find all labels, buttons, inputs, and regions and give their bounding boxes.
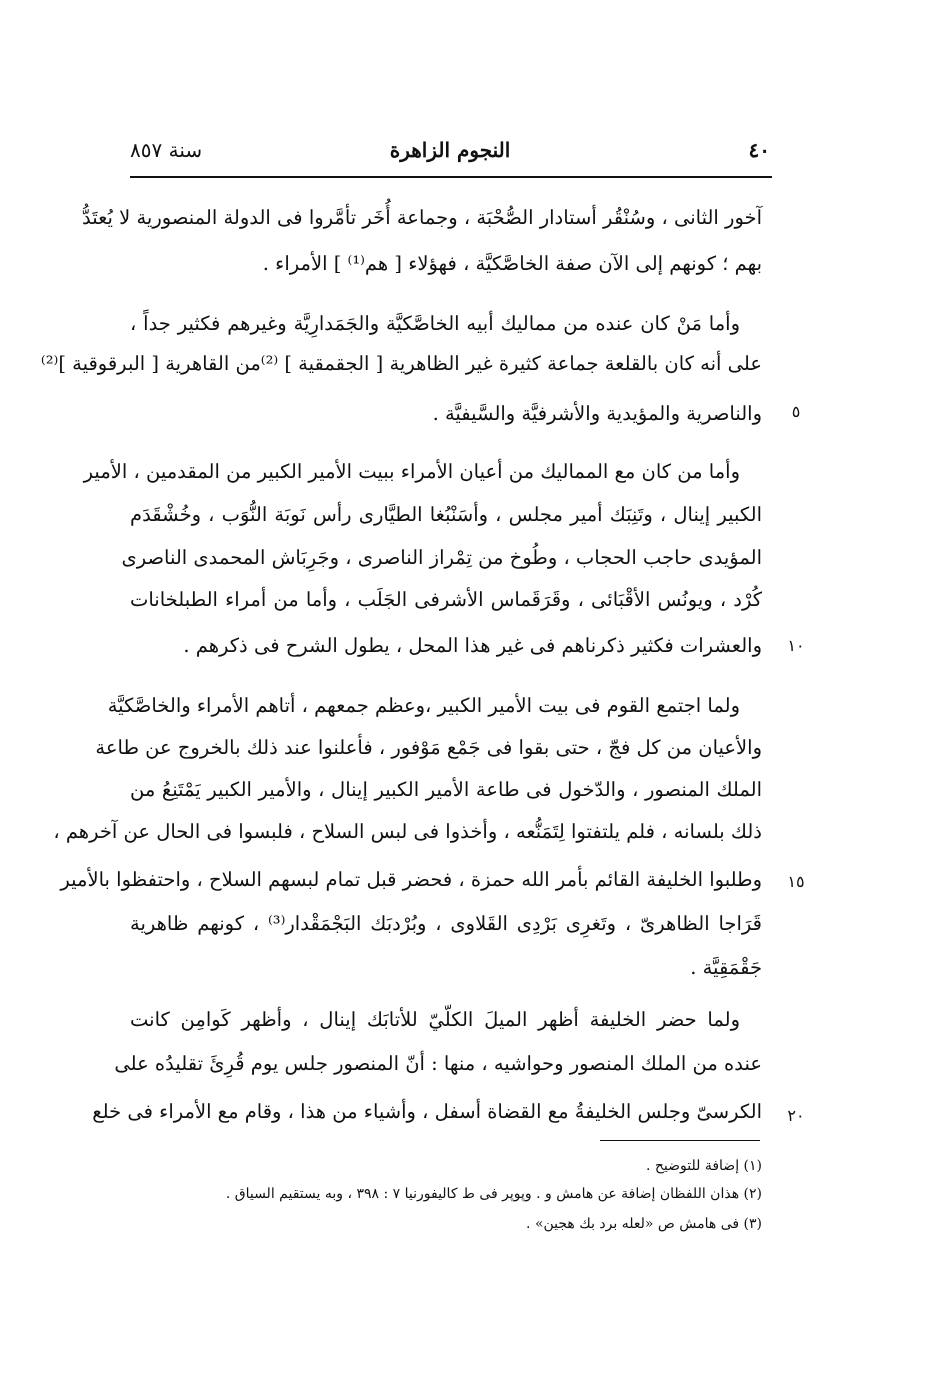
text-line: الكبير إينال ، وتَنِبَك أمير مجلس ، وأسَنْبُغا الطيَّارى رأس نَوبَة النُّوَب ، وخُشْقَدَم <box>130 503 762 526</box>
running-header <box>130 138 770 168</box>
page-number: ٤٠ <box>748 138 770 162</box>
text-line: ولما حضر الخليفة أظهر الميلَ الكلّيّ للأتابَك إينال ، وأظهر كَوامِن كانت <box>130 1008 740 1031</box>
footnote: (١) إضافة للتوضيح . <box>645 1158 762 1174</box>
text-line: وطلبوا الخليفة القائم بأمر الله حمزة ، فحضر قبل تمام لبسهم السلاح ، واحتفظوا بالأمير <box>60 868 762 891</box>
text-line: عنده من الملك المنصور وحواشيه ، منها : أنّ المنصور جلس يوم قُرِئَ تقليدُه على <box>114 1052 762 1075</box>
footnote: (٢) هذان اللفظان إضافة عن هامش و . وپوپر فى ط كاليفورنيا ٧ : ٣٩٨ ، وبه يستقيم السياق . <box>225 1186 762 1202</box>
line-number: ١٥ <box>787 872 805 891</box>
line-number: ٢٠ <box>787 1106 805 1125</box>
line-number: ٥ <box>791 402 801 421</box>
text-line: الملك المنصور ، والدّخول فى طاعة الأمير الكبير إينال ، والأمير الكبير يَمْتَنِعُ من <box>130 778 762 801</box>
text-line: ذلك بلسانه ، فلم يلتفتوا لِتَمَنُّعه ، وأخذوا فى لبس السلاح ، فلبسوا فى الحال عن آخرهم ، <box>53 820 762 843</box>
footnote-rule <box>600 1140 760 1141</box>
book-title: النجوم الزاهرة <box>389 138 511 162</box>
year-label: سنة ٨٥٧ <box>130 138 203 162</box>
text-line: قَرَاجا الظاهرىّ ، وتَغرِى بَرْدِى القَلاوى ، وبُرْدبَك البَجْمَقْدار⁽³⁾ ، كونهم ظاهرية <box>130 912 762 935</box>
text-line: بهم ؛ كونهم إلى الآن صفة الخاصَّكيَّة ، فهؤلاء [ هم⁽¹⁾ ] الأمراء . <box>262 252 762 275</box>
text-line: جَقْمَقِيَّة . <box>690 956 762 979</box>
footnote: (٣) فى هامش ص «لعله برد بك هجين» . <box>526 1216 762 1232</box>
text-line: كُرْد ، ويونُس الأقْبَائى ، وقَرَقَماس الأشرفى الجَلَب ، وأما من أمراء الطبلخانات <box>130 588 762 611</box>
text-line: والناصرية والمؤيدية والأشرفيَّة والسَّيفيَّة . <box>432 402 762 425</box>
header-rule <box>130 176 772 178</box>
text-line: وأما مَنْ كان عنده من مماليك أبيه الخاصَّكيَّة والجَمَدارِيَّة وغيرهم فكثير جداً ، <box>130 312 740 335</box>
text-line: على أنه كان بالقلعة جماعة كثيرة غير الظاهرية [ الجقمقية ] ⁽²⁾من القاهرية [ البرقوقية ]⁽²⁾ <box>40 352 762 375</box>
text-line: المؤيدى حاجب الحجاب ، وطُوخ من تِمْراز الناصرى ، وجَرِبَاش المحمدى الناصرى <box>121 546 762 569</box>
text-line: والعشرات فكثير ذكرناهم فى غير هذا المحل ، يطول الشرح فى ذكرهم . <box>183 634 762 657</box>
text-line: ولما اجتمع القوم فى بيت الأمير الكبير ،وعظم جمعهم ، أتاهم الأمراء والخاصَّكيَّة <box>107 694 740 717</box>
text-line: آخور الثانى ، وسُنْقُر أستادار الصُّحْبَة ، وجماعة أُخَر تأمَّروا فى الدولة المنصورية لا يُعتَدُّ <box>81 206 762 229</box>
text-line: والأعيان من كل فجّ ، حتى بقوا فى جَمْع مَوْفور ، فأعلنوا عند ذلك بالخروج عن طاعة <box>95 736 762 759</box>
text-line: الكرسىّ وجلس الخليفةُ مع القضاة أسفل ، وأشياء من هذا ، وقام مع الأمراء فى خلع <box>92 1100 762 1123</box>
line-number: ١٠ <box>787 636 805 655</box>
text-line: وأما من كان مع المماليك من أعيان الأمراء ببيت الأمير الكبير من المقدمين ، الأمير <box>83 460 740 483</box>
